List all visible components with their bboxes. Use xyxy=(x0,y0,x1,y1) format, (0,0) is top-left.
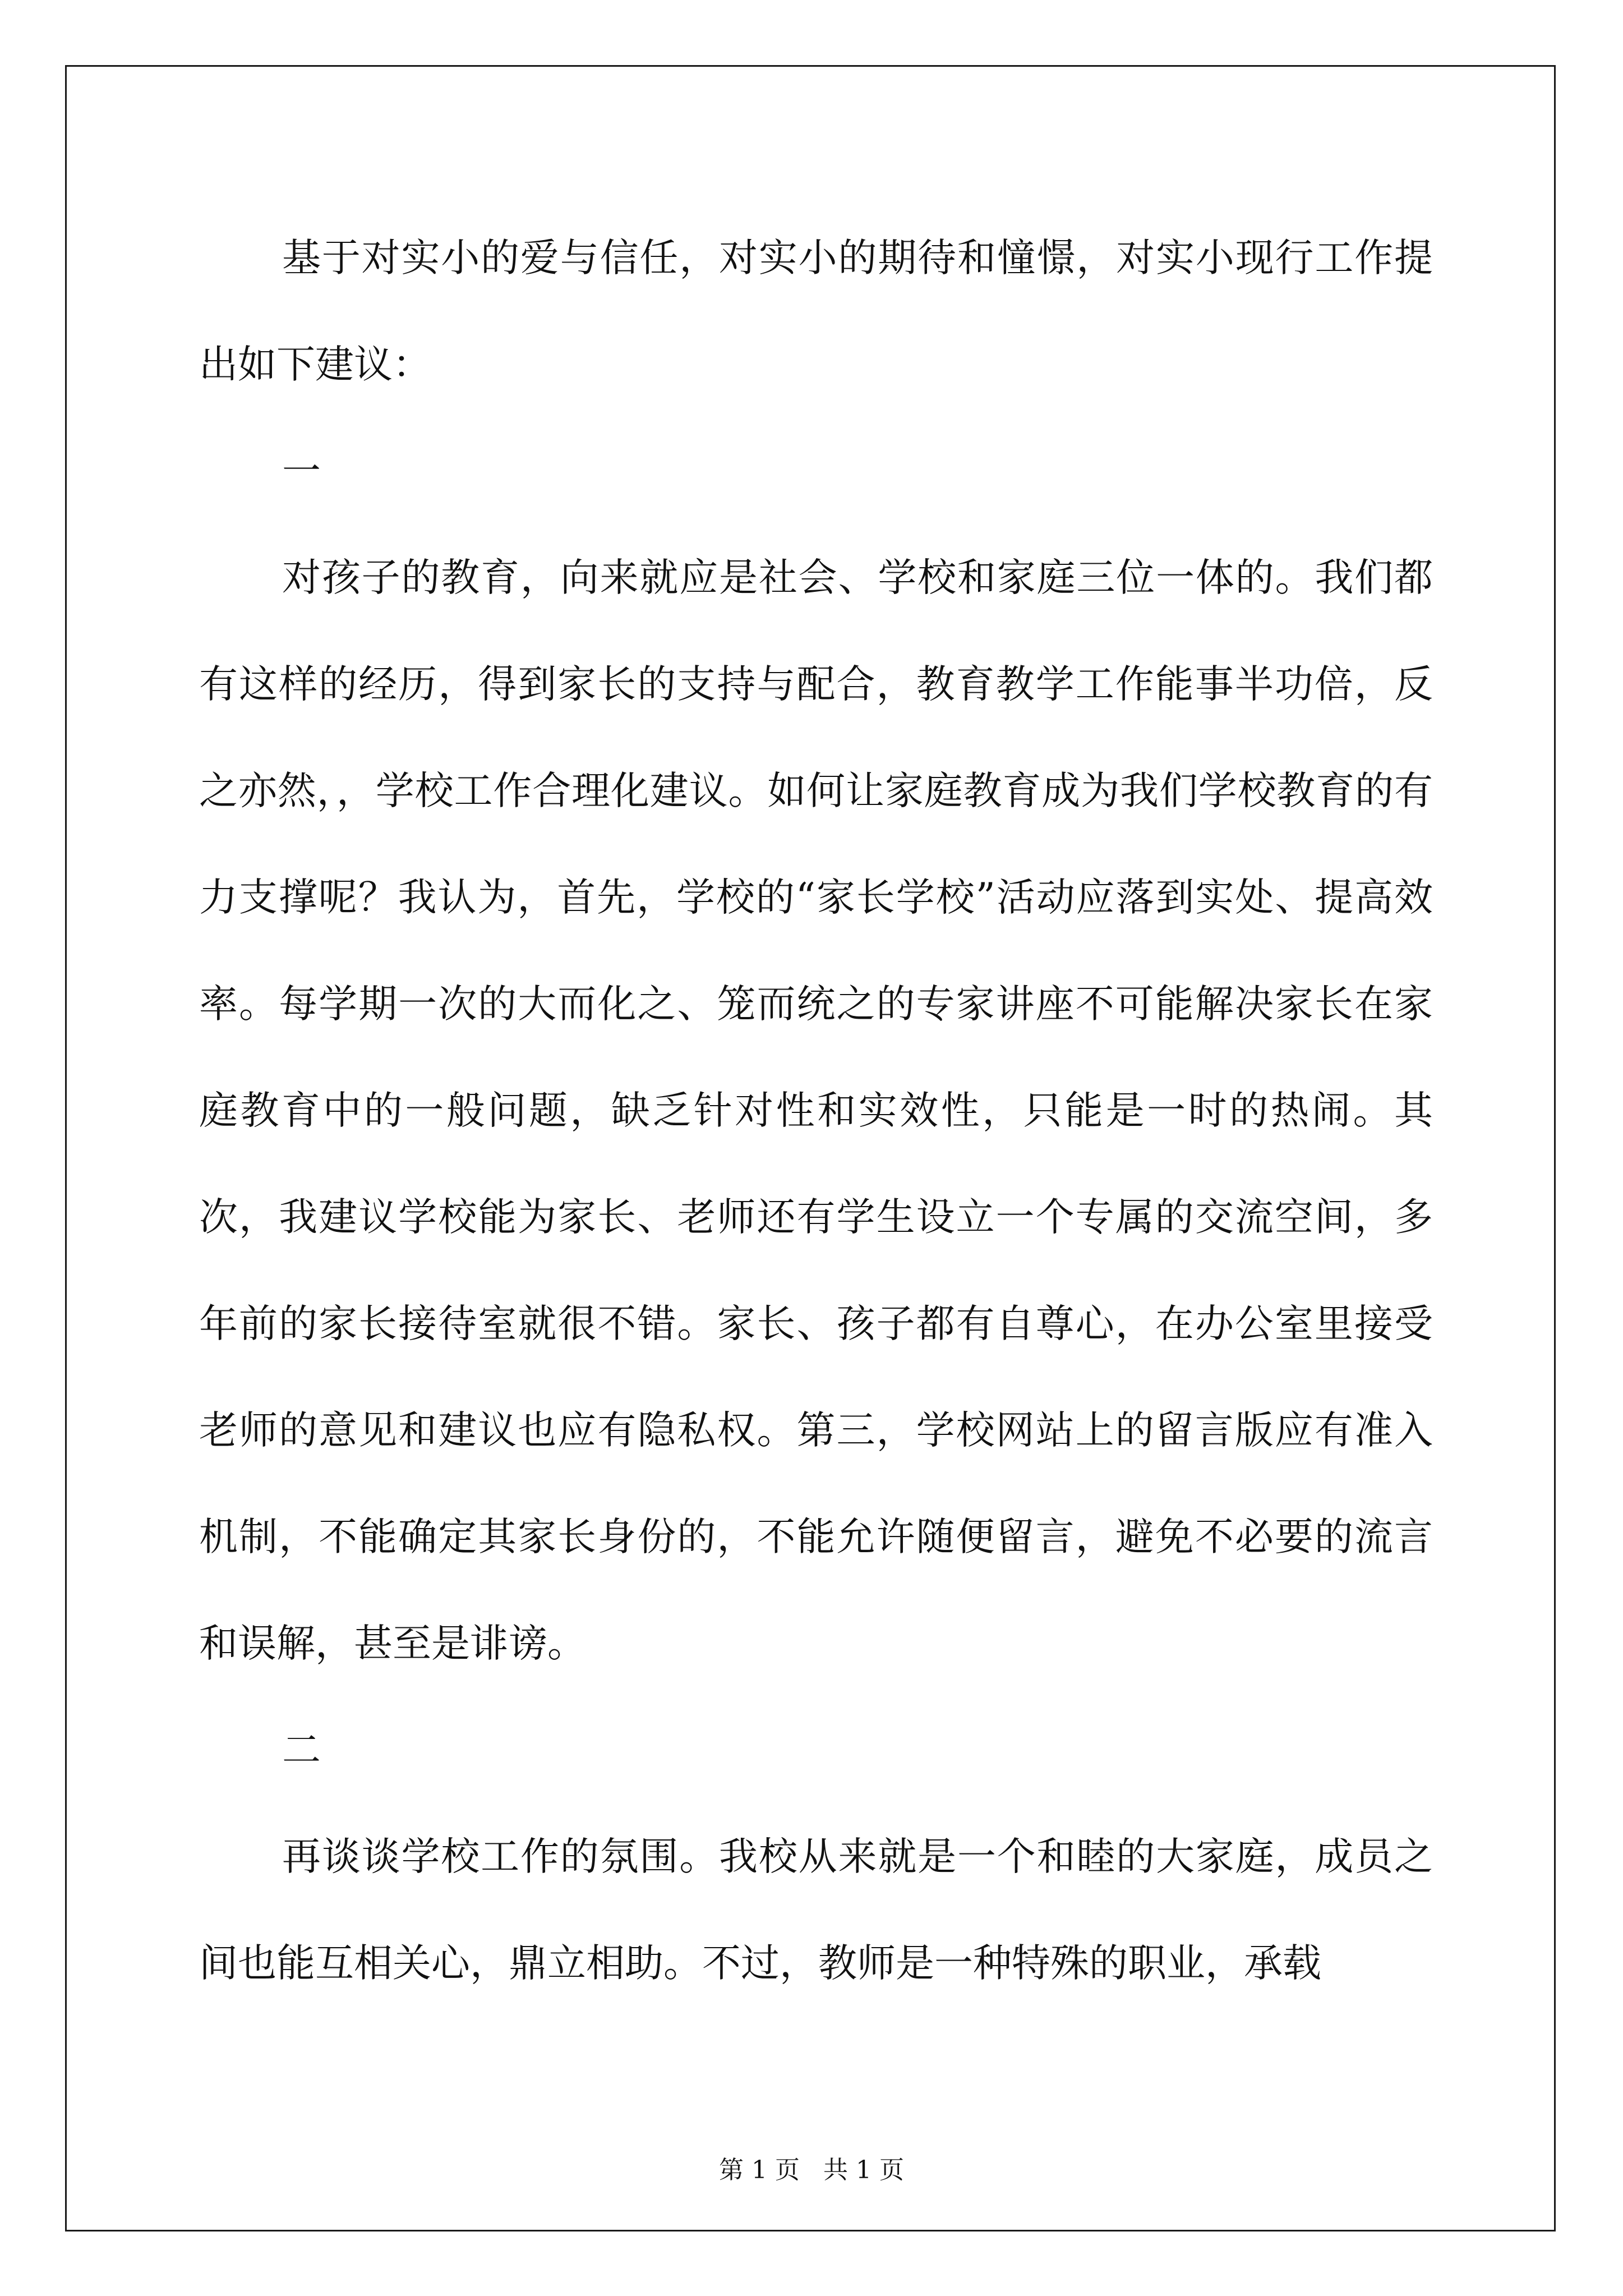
section-heading-two: 二 xyxy=(282,1728,321,1773)
paragraph-intro: 基于对实小的爱与信任，对实小的期待和憧憬，对实小现行工作提出如下建议： xyxy=(199,236,1433,387)
section-heading-one: 一 xyxy=(282,449,321,494)
paragraph-family-education: 对孩子的教育，向来就应是社会、学校和家庭三位一体的。我们都有这样的经历，得到家长的支持与配合，教育教学工作能事半功倍，反之亦然，，学校工作合理化建议。如何让家庭教育成为我们学校教育的有力支撑呢？我认为，首先，学校的“家长学校”活动应落到实处、提高效率。每学期一次的大而化之、笼而统之的专家讲座不可能解决家长在家庭教育中的一般问题，缺乏针对性和实效性，只能是一时的热闹。其次，我建议学校能为家长、老师还有学生设立一个专属的交流空间，多年前的家长接待室就很不错。家长、孩子都有自尊心，在办公室里接受老师的意见和建议也应有隐私权。第三，学校网站上的留言版应有准入机制，不能确定其家长身份的，不能允许随便留言，避免不必要的流言和误解，甚至是诽谤。 xyxy=(199,555,1433,1666)
document-body xyxy=(199,205,1433,2017)
paragraph-school-atmosphere: 再谈谈学校工作的氛围。我校从来就是一个和睦的大家庭，成员之间也能互相关心，鼎立相助。不过，教师是一种特殊的职业，承载 xyxy=(199,1834,1433,1986)
page-footer: 第 1 页 共 1 页 xyxy=(719,2156,904,2184)
